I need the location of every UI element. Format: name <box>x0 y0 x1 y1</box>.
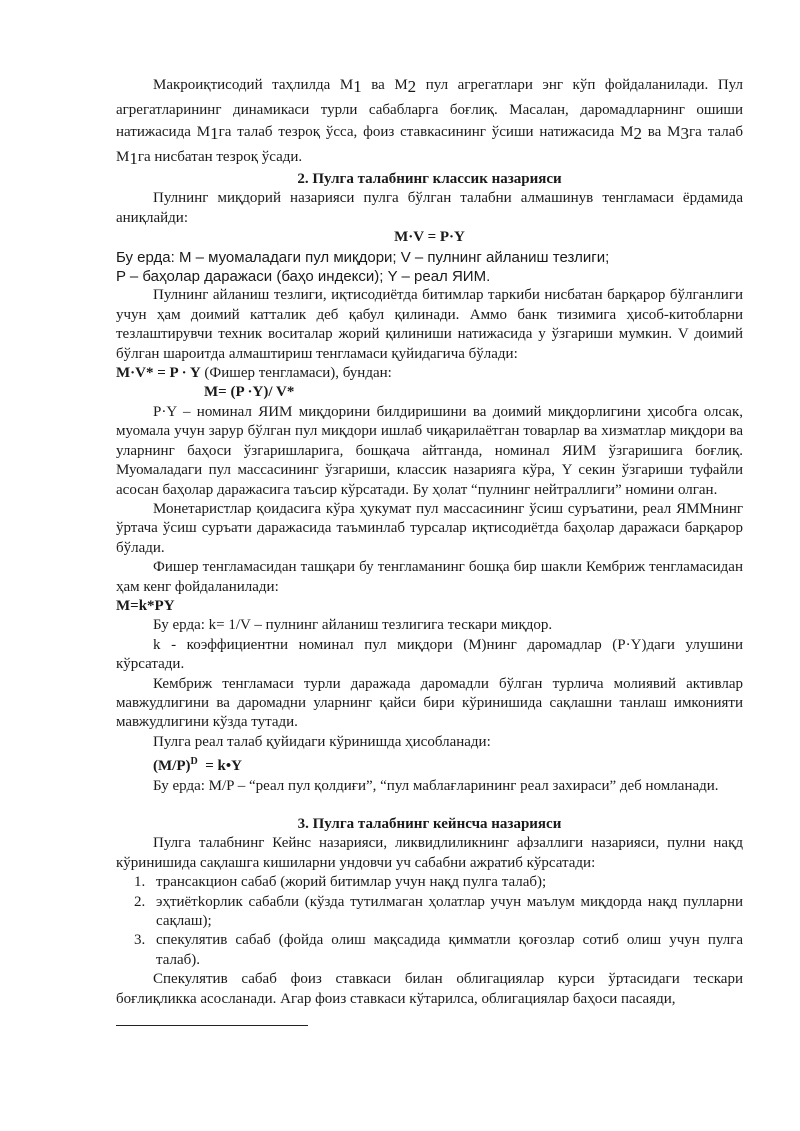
definition-line-2: P – баҳолар даражаси (баҳо индекси); Y – реал ЯИМ. <box>116 268 491 286</box>
list-item-text: спекулятив сабаб (фойда олиш мақсадида қимматли қоғозлар сотиб олиш учун пулга талаб). <box>156 932 743 968</box>
spacer <box>116 796 743 815</box>
subscript: 1 <box>129 148 138 168</box>
money-equation: M= (P ·Y)/ V* <box>204 384 295 401</box>
equation-rhs: = k•Y <box>197 758 242 775</box>
text-run: га нисбатан тезроқ ўсади. <box>137 148 303 165</box>
exchange-equation: M·V = P·Y <box>394 229 465 246</box>
cambridge-equation: M=k*PY <box>116 597 175 614</box>
subscript: 2 <box>633 124 642 143</box>
page-content <box>116 74 743 1009</box>
text-run: пул агрегатлари энг кўп фойдаланилади. Пул агрегатларининг динамикаси турли сабабларга боғлиқ. Масалан, даромадларнинг ошиши натижасида M <box>116 77 744 140</box>
list-item <box>116 893 743 932</box>
definition-line-1: Бу ерда: M – муомаладаги пул миқдори; V – пулнинг айланиш тезлиги; <box>116 248 610 266</box>
list-item-text: трансакцион сабаб (жорий битимлар учун нақд пулга талаб); <box>156 874 547 891</box>
section-2-paragraph-8: Бу ерда: M/P – “реал пул қолдиғи”, “пул маблағларининг реал захираси” деб номланади. <box>153 777 719 794</box>
text-run: га талаб M <box>116 124 743 165</box>
equation-superscript: D <box>190 756 198 768</box>
equation-lhs: (M/P) <box>153 758 191 775</box>
section-2-paragraph-6: Кембриж тенгламаси турли даражада даромадли бўлган турлича молиявий активлар мавжудлигини ва даромадни уларнинг қайси бири кўринишида сақлашни танлаш имконияти мавжудлигини кўзда тутади. <box>116 675 743 731</box>
subscript: 1 <box>210 124 219 143</box>
text-run: ва M <box>361 77 408 93</box>
text-run: Макроиқтисодий таҳлилда M <box>153 77 354 93</box>
footnote-separator <box>116 1025 308 1026</box>
motives-list <box>116 873 743 970</box>
section-3-paragraph-1: Пулга талабнинг Кейнс назарияси, ликвидлиликнинг афзаллиги назарияси, пулни нақд кўринишида сақлашга кишиларни ундовчи уч сабабни ажратиб кўрсатади: <box>116 835 743 871</box>
section-2-paragraph-4: Монетаристлар қоидасига кўра ҳукумат пул массасининг ўсиш суръатини, реал ЯММнинг ўртача ўсиш суръати даражасида таъминлаб турсалар иқтисодиётда баҳолар даражаси барқарор бўлади. <box>116 500 743 556</box>
intro-paragraph <box>116 74 743 170</box>
real-demand-equation <box>116 752 743 776</box>
section-2-paragraph-3: P·Y – номинал ЯИМ миқдорини билдиришини ва доимий миқдорлигини ҳисобга олсак, муомала учун зарур бўлган пул миқдори ишлаб чиқарилаётган товарлар ва хизматлар миқдори ва уларнинг баҳоси ўзгаришларига, бошқача айтганда, номинал ЯИМ ўзгаришига боғлиқ. Муомаладаги пул массасининг ўзгариши, классик назарияга кўра, Y секин ўзгариши туфайли асосан баҳолар даражасига таъсир кўрсатади. Бу ҳолат “пулнинг нейтраллиги” номини олган. <box>116 403 743 498</box>
k-definition-2: k - коэффициентни номинал пул миқдори (M)нинг даромадлар (P·Y)даги улушини кўрсатади. <box>116 636 743 673</box>
section-2-paragraph-7: Пулга реал талаб қуйидаги кўринишда ҳисобланади: <box>153 733 491 750</box>
subscript: 2 <box>407 77 417 96</box>
list-number: 3. <box>134 932 146 949</box>
list-item <box>116 873 743 892</box>
text-run: ва M <box>641 124 681 140</box>
section-2-heading: 2. Пулга талабнинг классик назарияси <box>297 171 562 187</box>
section-2-paragraph-5: Фишер тенгламасидан ташқари бу тенгламанинг бошқа бир шакли Кембриж тенгламасидан ҳам кенг фойдаланилади: <box>116 559 743 595</box>
subscript: 1 <box>353 77 362 96</box>
fisher-equation-line <box>116 364 743 383</box>
section-2-paragraph-1: Пулнинг миқдорий назарияси пулга бўлган талабни алмашинув тенгламаси ёрдамида аниқлайди: <box>116 190 743 226</box>
list-item <box>116 931 743 970</box>
subscript: 3 <box>680 124 690 143</box>
k-definition-1: Бу ерда: k= 1/V – пулнинг айланиш тезлигига тескари миқдор. <box>153 617 553 634</box>
fisher-equation-note: (Фишер тенгламаси), бундан: <box>200 365 392 382</box>
section-3-paragraph-2: Спекулятив сабаб фоиз ставкаси билан облигациялар курси ўртасидаги тескари боғлиқликка асосланади. Агар фоиз ставкаси кўтарилса, облигациялар баҳоси пасаяди, <box>116 971 743 1007</box>
section-3-heading: 3. Пулга талабнинг кейнсча назарияси <box>297 816 562 832</box>
section-2-paragraph-2: Пулнинг айланиш тезлиги, иқтисодиётда битимлар таркиби нисбатан барқарор бўлганлиги учун ҳам доимий катталик деб қабул қилинади. Аммо банк тизимига ҳисоб-китобларни тезлаштирувчи техник воситалар жорий қилиниши натижасида у ўзгариши мумкин. V доимий бўлган шароитда алмаштириш тенгламаси қуйидагича бўлади: <box>116 287 743 362</box>
text-run: га талаб тезроқ ўсса, фоиз ставкасининг ўсиши натижасида M <box>218 124 634 140</box>
fisher-equation: M·V* = P · Y <box>116 365 201 382</box>
list-number: 1. <box>134 874 146 891</box>
list-number: 2. <box>134 893 146 910</box>
list-item-text: эҳтиётkорлик сабабли (кўзда тутилмаган ҳолатлар учун маълум миқдорда нақд пулларни сақлаш); <box>156 893 743 930</box>
